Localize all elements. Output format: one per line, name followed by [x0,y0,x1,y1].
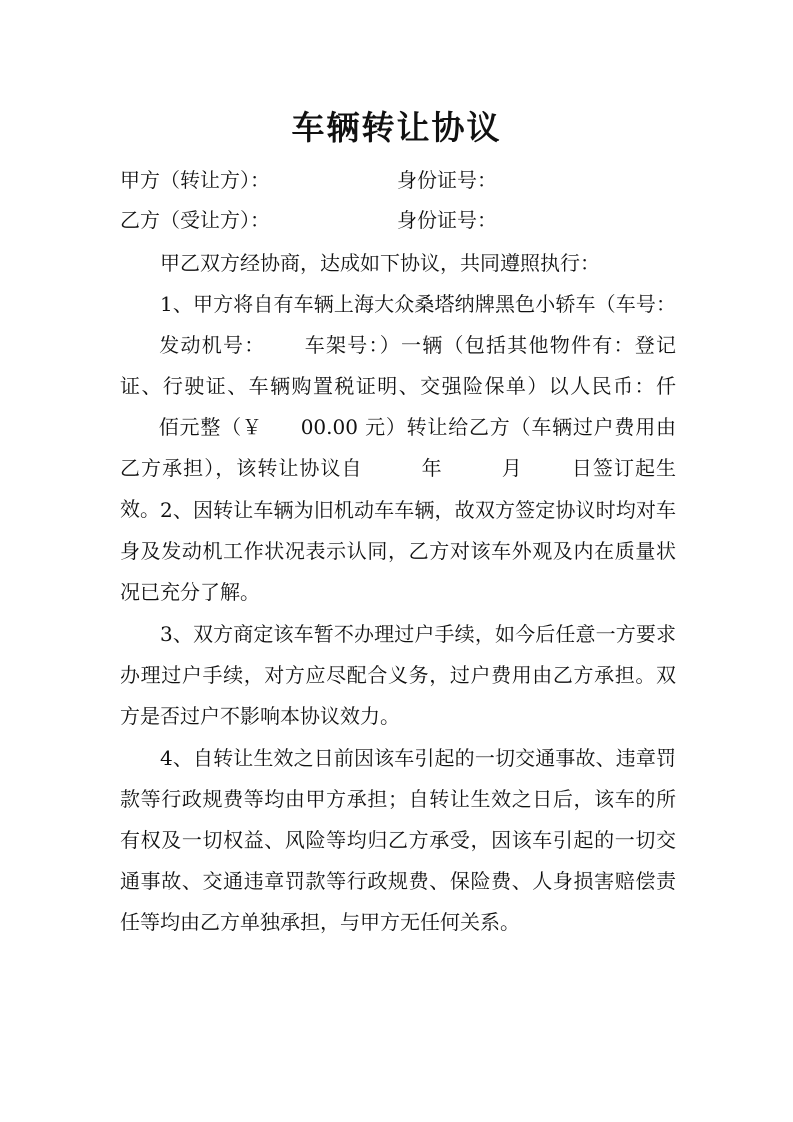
clause-2-paragraph: 2、因转让车辆为旧机动车车辆，故双方签定协议时均对车身及发动机工作状况表示认同，乙方对该车外观及内在质量状况已充分了解。 [120,498,676,604]
clause-1-text-5: 佰元整（￥ [158,415,263,439]
clause-1-text-9: 日签订起生效。 [120,456,677,521]
party-b-line [120,200,680,240]
document-title: 车辆转让协议 [291,108,502,147]
clause-1-year: 年 [420,456,443,480]
clause-3-paragraph: 3、双方商定该车暂不办理过户手续，如今后任意一方要求办理过户手续，对方应尽配合义务，过户费用由乙方承担。双方是否过户不影响本协议效力。 [120,622,676,728]
party-a-label: 甲方（转让方）： [120,168,270,192]
party-b-label: 乙方（受让方）： [120,208,270,232]
clause-1-text-1: 1、甲方将自有车辆上海大众桑塔纳牌黑色小轿车（车号： [160,292,676,316]
clause-1-text-2: 发动机号： [158,333,266,357]
clause-1-text-4: ）一辆（包括其他物件有：登记证、行驶证、车辆购置税证明、交强险保单）以人民币：仟 [120,333,676,398]
clause-1-text-6: 00.00 元）转让给乙方（车辆过户费用由乙方承担），该转让协议自 [120,415,676,480]
party-a-id-label: 身份证号： [397,168,497,192]
party-b-id-label: 身份证号： [397,208,497,232]
party-a-line [120,160,680,200]
clause-1-text-3: 车架号： [303,333,380,357]
clause-1-month: 月 [500,456,523,480]
clause-4-paragraph: 4、自转让生效之日前因该车引起的一切交通事故、违章罚款等行政规费等均由甲方承担；自转让生效之日后，该车的所有权及一切权益、风险等均归乙方承受，因该车引起的一切交通事故、交通违章罚款等行政规费、保险费、人身损害赔偿责任等均由乙方单独承担，与甲方无任何关系。 [120,746,676,934]
intro-paragraph: 甲乙双方经协商，达成如下协议，共同遵照执行： [160,251,600,275]
